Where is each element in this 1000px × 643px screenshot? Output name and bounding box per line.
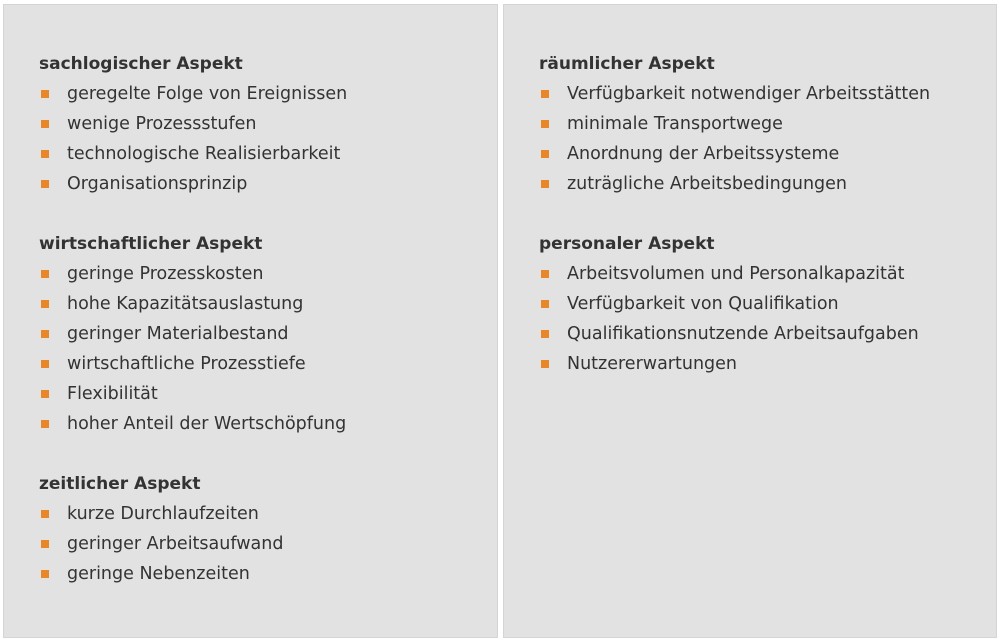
right-column	[539, 49, 986, 409]
section-title: personaler Aspekt	[539, 234, 715, 254]
square-bullet-icon	[41, 330, 49, 338]
list-item-label: wirtschaftliche Prozesstiefe	[67, 354, 306, 374]
square-bullet-icon	[541, 360, 549, 368]
list-item-label: minimale Transportwege	[567, 114, 783, 134]
list-item	[39, 409, 487, 439]
square-bullet-icon	[541, 270, 549, 278]
list-item-label: Flexibilität	[67, 384, 158, 404]
square-bullet-icon	[541, 300, 549, 308]
right-panel	[503, 4, 997, 638]
left-column	[39, 49, 487, 619]
list-item	[539, 349, 986, 379]
square-bullet-icon	[41, 120, 49, 128]
section-title: wirtschaftlicher Aspekt	[39, 234, 263, 254]
list-item	[539, 109, 986, 139]
list-item	[39, 349, 487, 379]
square-bullet-icon	[41, 390, 49, 398]
section-sachlogisch	[39, 49, 487, 199]
square-bullet-icon	[41, 180, 49, 188]
list-item-label: zuträgliche Arbeitsbedingungen	[567, 174, 848, 194]
list-item	[539, 319, 986, 349]
square-bullet-icon	[41, 300, 49, 308]
list-item-label: geringe Nebenzeiten	[67, 564, 250, 584]
list-item-label: Anordnung der Arbeitssysteme	[567, 144, 840, 164]
section-personal	[539, 229, 986, 379]
section-title: räumlicher Aspekt	[539, 54, 715, 74]
square-bullet-icon	[41, 510, 49, 518]
section-wirtschaftlich	[39, 229, 487, 439]
list-item-label: hohe Kapazitätsauslastung	[67, 294, 304, 314]
list-item	[539, 259, 986, 289]
list-item	[39, 289, 487, 319]
list-item-label: Nutzererwartungen	[567, 354, 738, 374]
square-bullet-icon	[41, 90, 49, 98]
section-title: zeitlicher Aspekt	[39, 474, 201, 494]
square-bullet-icon	[41, 270, 49, 278]
list-item	[539, 289, 986, 319]
list-item	[39, 139, 487, 169]
list-item	[39, 379, 487, 409]
square-bullet-icon	[541, 120, 549, 128]
list-item	[39, 259, 487, 289]
list-item-label: geregelte Folge von Ereignissen	[67, 84, 348, 104]
square-bullet-icon	[541, 90, 549, 98]
list-item-label: Verfügbarkeit von Qualifikation	[567, 294, 839, 314]
list-item-label: Organisationsprinzip	[67, 174, 248, 194]
list-item	[39, 169, 487, 199]
list-item	[39, 109, 487, 139]
square-bullet-icon	[41, 570, 49, 578]
left-panel	[3, 4, 498, 638]
list-item	[539, 79, 986, 109]
list-item	[39, 319, 487, 349]
list-item	[539, 139, 986, 169]
square-bullet-icon	[41, 540, 49, 548]
square-bullet-icon	[541, 330, 549, 338]
square-bullet-icon	[541, 150, 549, 158]
list-item-label: Qualifikationsnutzende Arbeitsaufgaben	[567, 324, 919, 344]
list-item-label: kurze Durchlaufzeiten	[67, 504, 259, 524]
list-item-label: geringer Materialbestand	[67, 324, 289, 344]
list-item	[39, 559, 487, 589]
list-item-label: hoher Anteil der Wertschöpfung	[67, 414, 347, 434]
square-bullet-icon	[41, 360, 49, 368]
square-bullet-icon	[41, 420, 49, 428]
square-bullet-icon	[541, 180, 549, 188]
section-title: sachlogischer Aspekt	[39, 54, 243, 74]
list-item	[539, 169, 986, 199]
list-item-label: wenige Prozessstufen	[67, 114, 257, 134]
list-item-label: Verfügbarkeit notwendiger Arbeitsstätten	[567, 84, 931, 104]
list-item	[39, 499, 487, 529]
section-raeumlich	[539, 49, 986, 199]
list-item-label: geringer Arbeitsaufwand	[67, 534, 284, 554]
list-item-label: Arbeitsvolumen und Personalkapazität	[567, 264, 905, 284]
section-zeitlich	[39, 469, 487, 589]
list-item	[39, 79, 487, 109]
list-item	[39, 529, 487, 559]
list-item-label: technologische Realisierbarkeit	[67, 144, 341, 164]
list-item-label: geringe Prozesskosten	[67, 264, 264, 284]
square-bullet-icon	[41, 150, 49, 158]
